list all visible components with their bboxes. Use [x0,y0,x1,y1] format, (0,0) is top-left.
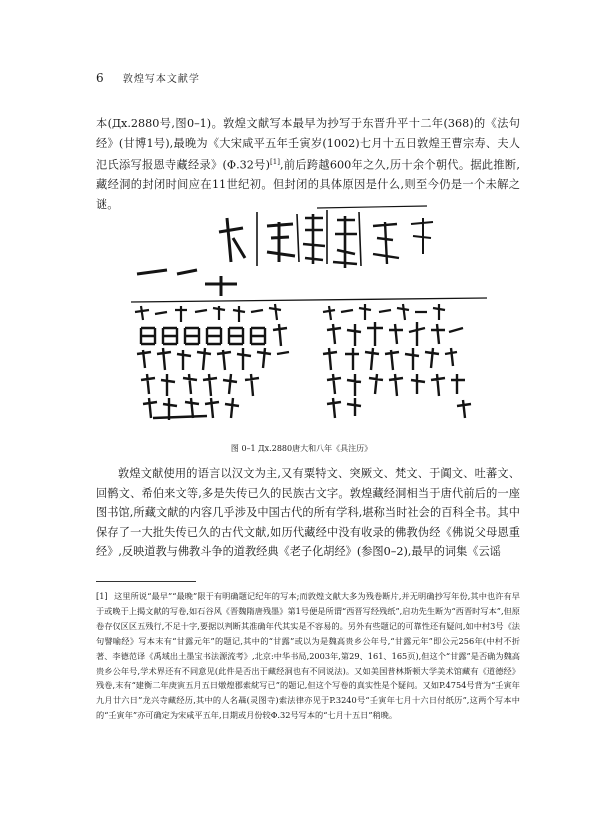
footnote-text: 这里所说“最早”“最晚”限于有明确题记纪年的写本;而敦煌文献大多为残卷断片,并无明确抄写年份,其中也许有早于或晚于上揭文献的写卷,如石谷风《晋魏隋唐残墨》第1号便是所谓“西晋写经残纸”,启功先生断为“西晋时写本”,但原卷存仅区区五残行,不足十字,要据以判断其准确年代其实是不容易的。另外有些题记的可靠性还有疑问,如中村3号《法句譬喻经》写本末有“甘露元年”的题记,其中的“甘露”或以为是魏高贵乡公年号,“甘露元年”即公元256年(中村不折著、李德范译《禹域出土墨宝书法源流考》,北京:中华书局,2003年,第29、161、165页),但这个“甘露”是否确为魏高贵乡公年号,学术界还有不同意见(此件是否出于藏经洞也有不同说法)。又如美国普林斯顿大学美术馆藏有《道德经》残卷,末有“建衡二年庚寅五月五日燉煌郡索紞写已”的题记,但这个写卷的真实性是个疑问。又如P.4754号背为“壬寅年九月廿六日”龙兴寺藏经历,其中的人名聶(灵图寺)索法律亦见于P.3240号“壬寅年七月十六日付纸历”,这两个写本中的“壬寅年”亦可确定为宋咸平五年,日期或月份较Φ.32号写本的“七月十五日”稍晚。 [96,591,520,721]
running-header [96,70,200,85]
paragraph-1 [96,114,520,214]
footnote-reference[interactable]: [1] [270,158,280,166]
manuscript-photo [127,204,499,426]
running-title: 敦煌写本文献学 [122,74,200,85]
paragraph-1-text: 本(Дx.2880号,图0–1)。敦煌文献写本最早为抄写于东晋升平十二年(368)的《法句经》(甘博1号),最晚为《大宋咸平五年壬寅岁(1002)七月十五日敦煌王曹宗寿、夫人氾氏添写报恩寺藏经录》(Φ.32号) [96,117,520,172]
page-number: 6 [96,71,105,85]
footnote-marker: [1] [96,591,108,601]
footnote [96,589,520,723]
footnote-divider [96,581,196,582]
paragraph-2: 敦煌文献使用的语言以汉文为主,又有粟特文、突厥文、梵文、于阗文、吐蕃文、回鹘文、希伯来文等,多是失传已久的民族古文字。敦煌藏经洞相当于唐代前后的一座图书馆,所藏文献的内容几乎涉及中国古代的所有学科,堪称当时社会的百科全书。其中保存了一大批失传已久的古代文献,如历代藏经中没有收录的佛教伪经《佛说父母恩重经》,反映道教与佛教斗争的道教经典《老子化胡经》(参图0–2),最早的词集《云谣 [96,467,520,558]
manuscript-ink [131,206,487,420]
paragraph-1-end: ,前后跨越600年之久,历十余个朝代。据此推断,藏经洞的封闭时间应在11世纪初。但封闭的具体原因是什么,则至今仍是一个未解之谜。 [96,158,520,211]
figure-caption: 图 0–1 Дx.2880唐大和八年《具注历》 [230,444,373,453]
